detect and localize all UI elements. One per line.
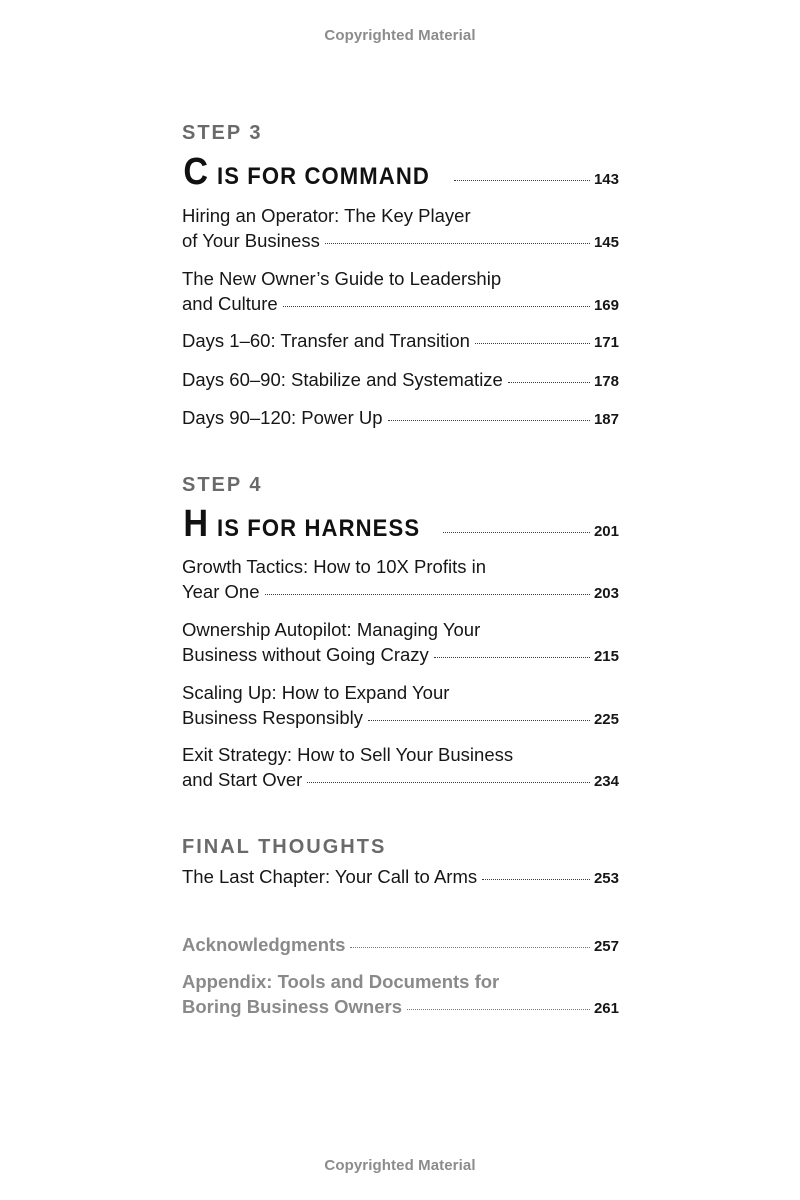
watermark-bottom: Copyrighted Material (324, 1157, 476, 1174)
part-h-title-text: IS FOR HARNESS (217, 515, 421, 542)
entry-title: Days 90–120: Power Up (182, 407, 383, 428)
dot-leader (454, 180, 590, 181)
step-3-label: STEP 3 (182, 122, 263, 144)
entry-title-line1: The New Owner’s Guide to Leadership (182, 268, 502, 289)
page-number: 225 (593, 710, 619, 728)
toc-entry-appendix[interactable] (182, 970, 619, 1021)
dot-leader (475, 343, 590, 344)
entry-title-line2: and Start Over (182, 768, 303, 790)
entry-title-line2: Year One (182, 580, 260, 602)
toc-entry-days-60-90[interactable] (182, 368, 619, 395)
dot-leader (407, 1009, 590, 1010)
dot-leader (368, 720, 590, 721)
toc-entry-days-90-120[interactable] (182, 406, 619, 433)
entry-title-line1: Ownership Autopilot: Managing Your (182, 619, 481, 640)
entry-title: The Last Chapter: Your Call to Arms (182, 866, 478, 887)
toc-entry-leadership-culture[interactable] (182, 267, 619, 318)
entry-title-line2: and Culture (182, 292, 278, 314)
page-number: 143 (593, 171, 619, 188)
page-number: 171 (593, 334, 619, 351)
part-h-title (182, 505, 438, 543)
dot-leader (508, 382, 590, 383)
entry-title-line1: Scaling Up: How to Expand Your (182, 682, 450, 703)
entry-title-line2: of Your Business (182, 229, 320, 251)
part-c-title (182, 153, 449, 191)
entry-title: Days 1–60: Transfer and Transition (182, 330, 470, 351)
entry-title-line2: Business without Going Crazy (182, 643, 429, 665)
dot-leader (434, 657, 590, 658)
final-thoughts-label: FINAL THOUGHTS (182, 836, 387, 858)
toc-entry-days-1-60[interactable] (182, 329, 619, 356)
page-number: 169 (593, 296, 619, 314)
page-number: 178 (593, 373, 619, 390)
toc-entry-last-chapter[interactable] (182, 865, 619, 892)
dot-leader (265, 594, 590, 595)
page-number: 187 (593, 411, 619, 428)
part-c-letter: C (183, 151, 209, 193)
entry-title-line1: Growth Tactics: How to 10X Profits in (182, 556, 486, 577)
part-c-title-text: IS FOR COMMAND (217, 163, 431, 190)
entry-title-line1: Appendix: Tools and Documents for (182, 971, 500, 992)
toc-entry-ownership-autopilot[interactable] (182, 618, 619, 669)
step-4-label: STEP 4 (182, 474, 263, 496)
entry-title-line1: Exit Strategy: How to Sell Your Business (182, 744, 514, 765)
part-h-letter: H (183, 503, 209, 545)
page-number: 253 (593, 870, 619, 887)
part-h-heading[interactable] (182, 505, 619, 543)
page-number: 234 (593, 772, 619, 790)
dot-leader (350, 947, 590, 948)
page-number: 203 (593, 584, 619, 602)
part-c-heading[interactable] (182, 153, 619, 191)
entry-title-line1: Hiring an Operator: The Key Player (182, 205, 471, 226)
toc-entry-hiring-operator[interactable] (182, 204, 619, 255)
dot-leader (325, 243, 590, 244)
entry-title: Days 60–90: Stabilize and Systematize (182, 369, 503, 390)
dot-leader (482, 879, 590, 880)
toc-entry-acknowledgments[interactable] (182, 933, 619, 960)
toc-entry-scaling-up[interactable] (182, 681, 619, 732)
dot-leader (307, 782, 590, 783)
page-number: 261 (593, 999, 619, 1017)
dot-leader (283, 306, 590, 307)
page-number: 201 (593, 523, 619, 540)
watermark-top: Copyrighted Material (324, 27, 476, 44)
toc-entry-growth-tactics[interactable] (182, 555, 619, 606)
page-number: 215 (593, 647, 619, 665)
entry-title-line2: Business Responsibly (182, 706, 363, 728)
page-number: 257 (593, 938, 619, 955)
dot-leader (388, 420, 590, 421)
page-number: 145 (593, 233, 619, 251)
entry-title-line2: Boring Business Owners (182, 995, 402, 1017)
dot-leader (443, 532, 590, 533)
entry-title: Acknowledgments (182, 934, 346, 955)
toc-entry-exit-strategy[interactable] (182, 743, 619, 794)
